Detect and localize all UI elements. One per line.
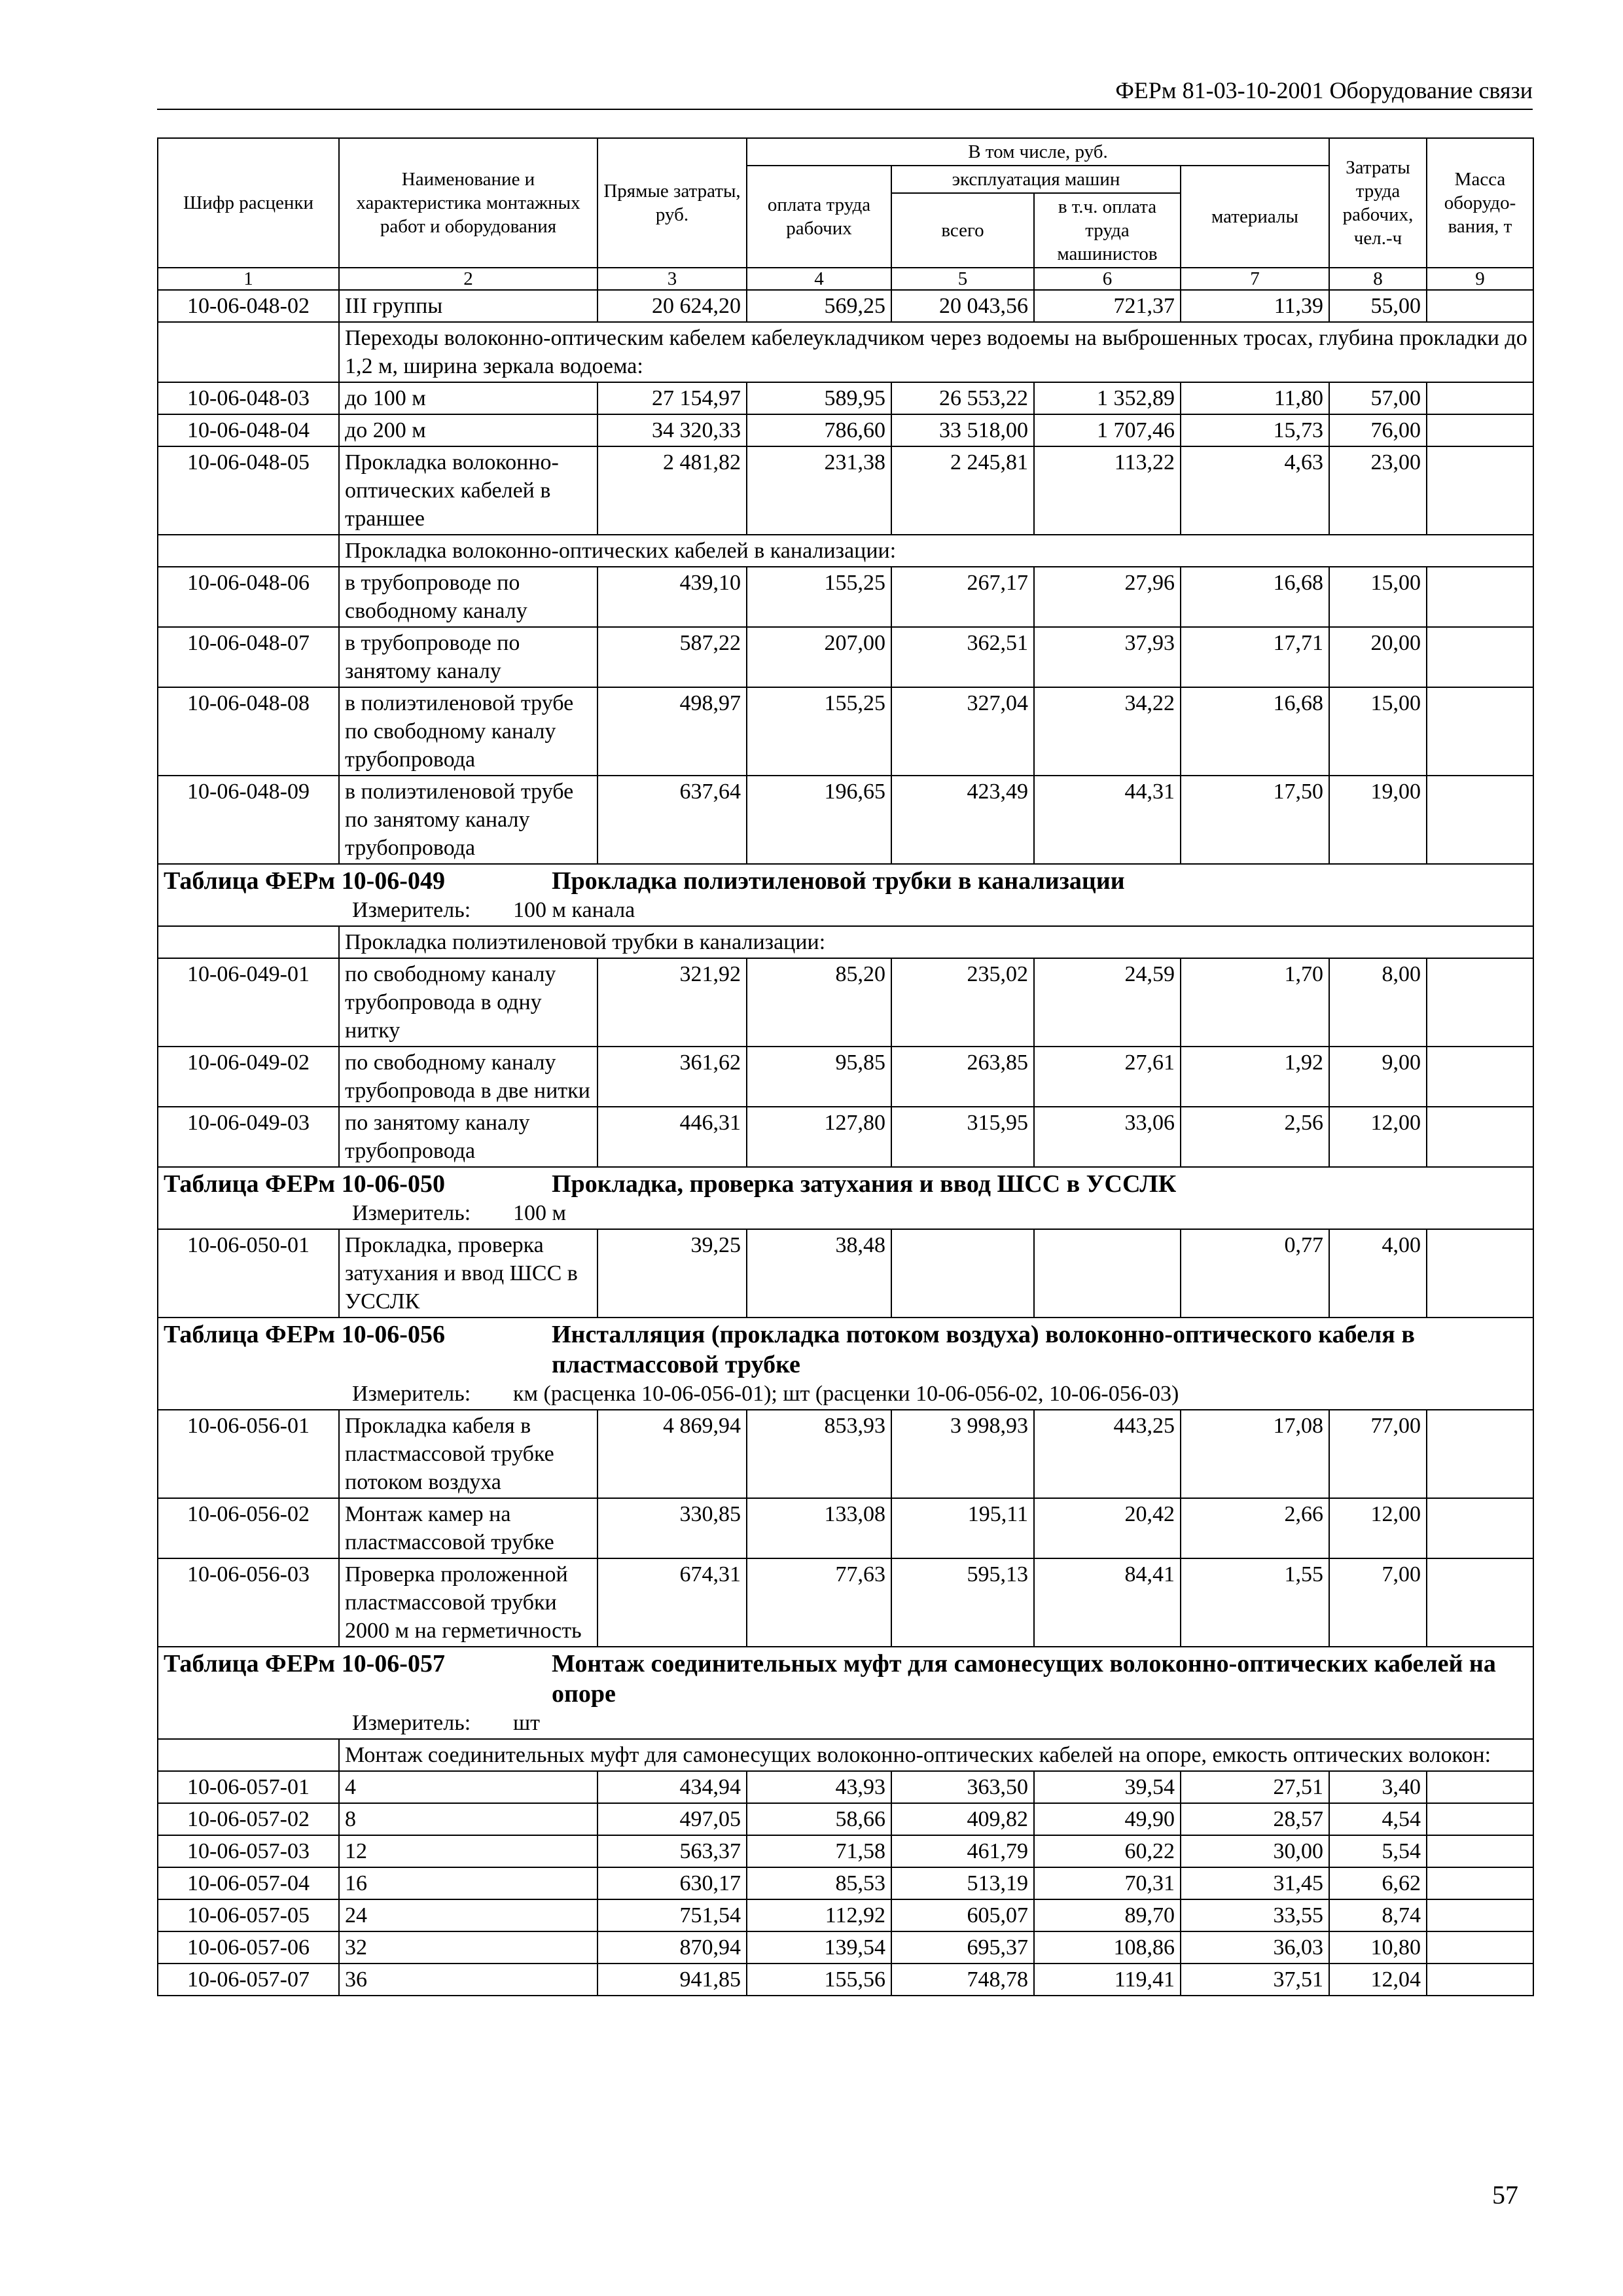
rate-value: 27 154,97: [597, 382, 747, 414]
rate-row: [158, 1803, 1533, 1835]
rate-value: 49,90: [1034, 1803, 1181, 1835]
rate-value: [1427, 1803, 1533, 1835]
col-header-machines-total: всего: [891, 193, 1034, 268]
rate-value: 6,62: [1329, 1867, 1427, 1899]
unit-label: Измеритель:: [352, 1711, 471, 1735]
rate-code: 10-06-057-06: [158, 1931, 339, 1964]
rates-table: [157, 137, 1534, 1996]
rate-value: 27,51: [1181, 1771, 1329, 1803]
rate-value: [1427, 1047, 1533, 1107]
rate-code: 10-06-048-06: [158, 567, 339, 627]
rate-code: 10-06-056-01: [158, 1410, 339, 1498]
table-body: [158, 290, 1533, 1996]
rate-value: 85,20: [747, 958, 891, 1047]
rate-value: 443,25: [1034, 1410, 1181, 1498]
rate-value: 31,45: [1181, 1867, 1329, 1899]
rate-code: 10-06-057-05: [158, 1899, 339, 1931]
table-title-row: [158, 1318, 1533, 1410]
rate-value: 11,80: [1181, 382, 1329, 414]
rate-value: 513,19: [891, 1867, 1034, 1899]
rate-value: 409,82: [891, 1803, 1034, 1835]
rate-value: 605,07: [891, 1899, 1034, 1931]
rate-value: 497,05: [597, 1803, 747, 1835]
work-name: Проверка проложенной пластмассовой трубки 2000 м на герметичность: [339, 1558, 597, 1647]
rate-value: 76,00: [1329, 414, 1427, 446]
unit-of-measure: [164, 896, 1527, 924]
rate-value: 231,38: [747, 446, 891, 535]
work-name: 4: [339, 1771, 597, 1803]
rate-value: 263,85: [891, 1047, 1034, 1107]
work-name: Прокладка кабеля в пластмассовой трубке потоком воздуха: [339, 1410, 597, 1498]
rate-row: [158, 1964, 1533, 1996]
rate-value: 70,31: [1034, 1867, 1181, 1899]
col-header-machines: эксплуатация машин: [891, 166, 1181, 193]
rate-value: 27,61: [1034, 1047, 1181, 1107]
table-title: [164, 866, 1527, 896]
rate-code: 10-06-048-04: [158, 414, 339, 446]
rate-value: [1427, 1931, 1533, 1964]
rate-code: 10-06-056-02: [158, 1498, 339, 1558]
empty-cell: [158, 1739, 339, 1771]
column-numbers-row: [158, 268, 1533, 290]
rate-value: 721,37: [1034, 290, 1181, 322]
unit-label: Измеритель:: [352, 898, 471, 922]
unit-value: шт: [513, 1711, 541, 1735]
rate-value: 595,13: [891, 1558, 1034, 1647]
section-title: Переходы волоконно-оптическим кабелем кабелеукладчиком через водоемы на выброшенных тросах, глубина прокладки до 1,2 м, ширина зеркала водоема:: [339, 322, 1533, 382]
table-header: [158, 138, 1533, 290]
work-name: в трубопроводе по свободному каналу: [339, 567, 597, 627]
rate-row: [158, 958, 1533, 1047]
table-title-row: [158, 1647, 1533, 1739]
col-number: 9: [1427, 268, 1533, 290]
col-header-name: Наименование и характеристика монтажных работ и оборудования: [339, 138, 597, 268]
rate-row: [158, 1410, 1533, 1498]
section-title: Прокладка полиэтиленовой трубки в канализации:: [339, 926, 1533, 958]
rate-value: 33,55: [1181, 1899, 1329, 1931]
rate-value: 28,57: [1181, 1803, 1329, 1835]
rate-value: 139,54: [747, 1931, 891, 1964]
rate-value: 327,04: [891, 687, 1034, 776]
rate-value: 330,85: [597, 1498, 747, 1558]
rate-value: 4,63: [1181, 446, 1329, 535]
work-name: 24: [339, 1899, 597, 1931]
section-row: [158, 1739, 1533, 1771]
work-name: до 100 м: [339, 382, 597, 414]
rate-value: 55,00: [1329, 290, 1427, 322]
empty-cell: [158, 535, 339, 567]
rate-value: 637,64: [597, 776, 747, 864]
rate-code: 10-06-049-03: [158, 1107, 339, 1167]
rate-value: 4,00: [1329, 1229, 1427, 1318]
rate-value: 20,00: [1329, 627, 1427, 687]
work-name: Монтаж камер на пластмассовой трубке: [339, 1498, 597, 1558]
rate-value: 751,54: [597, 1899, 747, 1931]
rate-value: [1427, 687, 1533, 776]
rate-value: 34 320,33: [597, 414, 747, 446]
rate-row: [158, 687, 1533, 776]
work-name: 36: [339, 1964, 597, 1996]
rate-value: 44,31: [1034, 776, 1181, 864]
rate-value: 16,68: [1181, 567, 1329, 627]
rate-value: 195,11: [891, 1498, 1034, 1558]
table-number: Таблица ФЕРм 10-06-056: [164, 1321, 445, 1348]
rate-value: 133,08: [747, 1498, 891, 1558]
rate-value: 587,22: [597, 627, 747, 687]
unit-label: Измеритель:: [352, 1382, 471, 1406]
rate-row: [158, 1771, 1533, 1803]
work-name: по свободному каналу трубопровода в одну нитку: [339, 958, 597, 1047]
rate-value: 870,94: [597, 1931, 747, 1964]
rate-value: 674,31: [597, 1558, 747, 1647]
section-row: [158, 926, 1533, 958]
table-number: Таблица ФЕРм 10-06-057: [164, 1650, 445, 1677]
unit-value: 100 м: [513, 1201, 567, 1225]
table-title-row: [158, 864, 1533, 926]
rate-value: [1427, 382, 1533, 414]
rate-value: [1034, 1229, 1181, 1318]
rate-value: 589,95: [747, 382, 891, 414]
rate-value: [1427, 1964, 1533, 1996]
rate-row: [158, 1107, 1533, 1167]
rate-value: 498,97: [597, 687, 747, 776]
col-number: 1: [158, 268, 339, 290]
table-name: Монтаж соединительных муфт для самонесущих волоконно-оптических кабелей на опоре: [552, 1650, 1496, 1708]
rate-row: [158, 290, 1533, 322]
rate-value: 15,00: [1329, 687, 1427, 776]
rate-value: [1427, 446, 1533, 535]
table-number: Таблица ФЕРм 10-06-049: [164, 867, 445, 895]
rate-value: 853,93: [747, 1410, 891, 1498]
work-name: 16: [339, 1867, 597, 1899]
rate-code: 10-06-057-02: [158, 1803, 339, 1835]
col-header-code: Шифр расценки: [158, 138, 339, 268]
work-name: до 200 м: [339, 414, 597, 446]
rate-value: 569,25: [747, 290, 891, 322]
rate-value: 71,58: [747, 1835, 891, 1867]
rate-value: 941,85: [597, 1964, 747, 1996]
rate-value: 95,85: [747, 1047, 891, 1107]
rate-row: [158, 1931, 1533, 1964]
rate-value: 748,78: [891, 1964, 1034, 1996]
table-name: Прокладка полиэтиленовой трубки в канализации: [552, 867, 1125, 895]
rate-value: 85,53: [747, 1867, 891, 1899]
table-title-block: [158, 1167, 1533, 1229]
rate-value: 446,31: [597, 1107, 747, 1167]
rate-value: 12,04: [1329, 1964, 1427, 1996]
table-name: Инсталляция (прокладка потоком воздуха) волоконно-оптического кабеля в пластмассовой трубке: [552, 1321, 1415, 1378]
rate-value: 1 352,89: [1034, 382, 1181, 414]
work-name: 12: [339, 1835, 597, 1867]
rate-value: 17,08: [1181, 1410, 1329, 1498]
rate-value: 38,48: [747, 1229, 891, 1318]
table-title-block: [158, 1647, 1533, 1739]
rate-value: 321,92: [597, 958, 747, 1047]
rate-value: [1427, 567, 1533, 627]
section-title: Прокладка волоконно-оптических кабелей в канализации:: [339, 535, 1533, 567]
rate-value: 4,54: [1329, 1803, 1427, 1835]
rate-value: 77,63: [747, 1558, 891, 1647]
col-number: 4: [747, 268, 891, 290]
rate-value: [1427, 1107, 1533, 1167]
rate-value: 108,86: [1034, 1931, 1181, 1964]
col-number: 5: [891, 268, 1034, 290]
rate-row: [158, 567, 1533, 627]
rate-value: 43,93: [747, 1771, 891, 1803]
col-number: 6: [1034, 268, 1181, 290]
table-title-row: [158, 1167, 1533, 1229]
rate-value: 16,68: [1181, 687, 1329, 776]
rate-value: 2 481,82: [597, 446, 747, 535]
rate-value: 155,56: [747, 1964, 891, 1996]
rate-code: 10-06-057-07: [158, 1964, 339, 1996]
rate-value: 207,00: [747, 627, 891, 687]
work-name: Прокладка волоконно-оптических кабелей в траншее: [339, 446, 597, 535]
rate-value: 361,62: [597, 1047, 747, 1107]
rate-row: [158, 776, 1533, 864]
rate-code: 10-06-048-02: [158, 290, 339, 322]
rate-value: [1427, 1867, 1533, 1899]
col-number: 7: [1181, 268, 1329, 290]
rate-value: 30,00: [1181, 1835, 1329, 1867]
work-name: в полиэтиленовой трубе по занятому каналу трубопровода: [339, 776, 597, 864]
col-number: 2: [339, 268, 597, 290]
work-name: по свободному каналу трубопровода в две нитки: [339, 1047, 597, 1107]
rate-value: 89,70: [1034, 1899, 1181, 1931]
rate-code: 10-06-048-09: [158, 776, 339, 864]
rate-value: 2 245,81: [891, 446, 1034, 535]
rate-value: 7,00: [1329, 1558, 1427, 1647]
rate-value: [1427, 1410, 1533, 1498]
col-header-wages: оплата труда рабочих: [747, 166, 891, 268]
work-name: 32: [339, 1931, 597, 1964]
rate-row: [158, 1899, 1533, 1931]
rate-value: 12,00: [1329, 1498, 1427, 1558]
rate-value: 20,42: [1034, 1498, 1181, 1558]
table-title: [164, 1169, 1527, 1199]
rate-value: 15,73: [1181, 414, 1329, 446]
rate-value: 439,10: [597, 567, 747, 627]
rate-row: [158, 1229, 1533, 1318]
rate-value: 26 553,22: [891, 382, 1034, 414]
empty-cell: [158, 322, 339, 382]
section-title: Монтаж соединительных муфт для самонесущих волоконно-оптических кабелей на опоре, емкость оптических волокон:: [339, 1739, 1533, 1771]
rate-value: 33 518,00: [891, 414, 1034, 446]
rate-value: 196,65: [747, 776, 891, 864]
page-number: 57: [1492, 2180, 1518, 2210]
rate-code: 10-06-048-05: [158, 446, 339, 535]
col-header-machinist-wages: в т.ч. оплата труда машинистов: [1034, 193, 1181, 268]
rate-value: [1427, 1771, 1533, 1803]
rate-code: 10-06-050-01: [158, 1229, 339, 1318]
table-title: [164, 1319, 1527, 1380]
rate-value: 15,00: [1329, 567, 1427, 627]
rate-row: [158, 382, 1533, 414]
rate-code: 10-06-056-03: [158, 1558, 339, 1647]
section-row: [158, 322, 1533, 382]
rate-value: 12,00: [1329, 1107, 1427, 1167]
rate-value: 39,25: [597, 1229, 747, 1318]
rate-value: 17,71: [1181, 627, 1329, 687]
rate-code: 10-06-048-08: [158, 687, 339, 776]
rate-row: [158, 414, 1533, 446]
col-header-mass: Масса оборудо-вания, т: [1427, 138, 1533, 268]
section-row: [158, 535, 1533, 567]
col-header-direct: Прямые затраты, руб.: [597, 138, 747, 268]
rate-value: 4 869,94: [597, 1410, 747, 1498]
unit-of-measure: [164, 1709, 1527, 1737]
unit-value: км (расценка 10-06-056-01); шт (расценки 10-06-056-02, 10-06-056-03): [513, 1382, 1179, 1406]
unit-of-measure: [164, 1199, 1527, 1227]
work-name: в полиэтиленовой трубе по свободному каналу трубопровода: [339, 687, 597, 776]
rate-value: 3,40: [1329, 1771, 1427, 1803]
document-title: ФЕРм 81-03-10-2001 Оборудование связи: [1115, 77, 1533, 103]
rate-code: 10-06-048-07: [158, 627, 339, 687]
rate-value: 37,51: [1181, 1964, 1329, 1996]
rate-value: 24,59: [1034, 958, 1181, 1047]
rate-value: [1427, 627, 1533, 687]
empty-cell: [158, 926, 339, 958]
rate-value: 113,22: [1034, 446, 1181, 535]
rate-value: 36,03: [1181, 1931, 1329, 1964]
rate-value: 362,51: [891, 627, 1034, 687]
rate-value: 37,93: [1034, 627, 1181, 687]
rate-row: [158, 1498, 1533, 1558]
rate-value: 27,96: [1034, 567, 1181, 627]
rate-value: 786,60: [747, 414, 891, 446]
rate-value: 563,37: [597, 1835, 747, 1867]
rate-value: 363,50: [891, 1771, 1034, 1803]
rate-value: 34,22: [1034, 687, 1181, 776]
table-title-block: [158, 864, 1533, 926]
rate-value: 315,95: [891, 1107, 1034, 1167]
rate-value: [1427, 414, 1533, 446]
rate-value: 112,92: [747, 1899, 891, 1931]
rate-value: 434,94: [597, 1771, 747, 1803]
rate-value: 0,77: [1181, 1229, 1329, 1318]
rate-value: [1427, 1558, 1533, 1647]
rate-row: [158, 1047, 1533, 1107]
rate-value: 1,92: [1181, 1047, 1329, 1107]
col-number: 3: [597, 268, 747, 290]
rate-value: [1427, 1835, 1533, 1867]
rate-value: [1427, 290, 1533, 322]
rate-value: 17,50: [1181, 776, 1329, 864]
rate-value: 39,54: [1034, 1771, 1181, 1803]
rate-value: 8,00: [1329, 958, 1427, 1047]
col-header-incl: В том числе, руб.: [747, 138, 1329, 166]
rate-value: 235,02: [891, 958, 1034, 1047]
rate-value: 1 707,46: [1034, 414, 1181, 446]
rate-value: 5,54: [1329, 1835, 1427, 1867]
rate-value: 127,80: [747, 1107, 891, 1167]
unit-of-measure: [164, 1380, 1527, 1408]
rate-value: [1427, 1229, 1533, 1318]
rate-value: 19,00: [1329, 776, 1427, 864]
rate-value: 423,49: [891, 776, 1034, 864]
page-header: [157, 76, 1533, 110]
rate-code: 10-06-048-03: [158, 382, 339, 414]
rate-row: [158, 1835, 1533, 1867]
rate-value: 630,17: [597, 1867, 747, 1899]
table-name: Прокладка, проверка затухания и ввод ШСС в УССЛК: [552, 1170, 1177, 1198]
rate-value: 267,17: [891, 567, 1034, 627]
rate-row: [158, 446, 1533, 535]
work-name: 8: [339, 1803, 597, 1835]
rate-value: 8,74: [1329, 1899, 1427, 1931]
rate-value: 119,41: [1034, 1964, 1181, 1996]
rate-value: 20 624,20: [597, 290, 747, 322]
rate-value: [1427, 958, 1533, 1047]
rate-value: 60,22: [1034, 1835, 1181, 1867]
rate-value: 695,37: [891, 1931, 1034, 1964]
rate-value: [1427, 1899, 1533, 1931]
rate-value: 155,25: [747, 687, 891, 776]
rate-value: 57,00: [1329, 382, 1427, 414]
col-header-labor: Затраты труда рабочих, чел.-ч: [1329, 138, 1427, 268]
rate-value: 1,55: [1181, 1558, 1329, 1647]
rate-code: 10-06-057-01: [158, 1771, 339, 1803]
rate-value: 23,00: [1329, 446, 1427, 535]
rate-value: 2,66: [1181, 1498, 1329, 1558]
rate-value: [1427, 776, 1533, 864]
unit-value: 100 м канала: [513, 898, 635, 922]
rate-value: 461,79: [891, 1835, 1034, 1867]
rate-value: 2,56: [1181, 1107, 1329, 1167]
rate-code: 10-06-057-03: [158, 1835, 339, 1867]
rate-code: 10-06-049-01: [158, 958, 339, 1047]
rate-code: 10-06-049-02: [158, 1047, 339, 1107]
unit-label: Измеритель:: [352, 1201, 471, 1225]
work-name: в трубопроводе по занятому каналу: [339, 627, 597, 687]
col-number: 8: [1329, 268, 1427, 290]
rate-value: [891, 1229, 1034, 1318]
rate-value: 33,06: [1034, 1107, 1181, 1167]
rate-value: 84,41: [1034, 1558, 1181, 1647]
work-name: III группы: [339, 290, 597, 322]
table-title: [164, 1649, 1527, 1709]
rate-value: 58,66: [747, 1803, 891, 1835]
rate-value: 9,00: [1329, 1047, 1427, 1107]
rate-value: 20 043,56: [891, 290, 1034, 322]
rate-value: 11,39: [1181, 290, 1329, 322]
rate-row: [158, 1558, 1533, 1647]
rate-row: [158, 1867, 1533, 1899]
rate-code: 10-06-057-04: [158, 1867, 339, 1899]
rate-value: 1,70: [1181, 958, 1329, 1047]
rate-value: 10,80: [1329, 1931, 1427, 1964]
table-title-block: [158, 1318, 1533, 1410]
rate-value: 155,25: [747, 567, 891, 627]
rate-row: [158, 627, 1533, 687]
rate-value: [1427, 1498, 1533, 1558]
rate-value: 77,00: [1329, 1410, 1427, 1498]
rate-value: 3 998,93: [891, 1410, 1034, 1498]
col-header-materials: материалы: [1181, 166, 1329, 268]
table-number: Таблица ФЕРм 10-06-050: [164, 1170, 445, 1198]
work-name: Прокладка, проверка затухания и ввод ШСС в УССЛК: [339, 1229, 597, 1318]
work-name: по занятому каналу трубопровода: [339, 1107, 597, 1167]
